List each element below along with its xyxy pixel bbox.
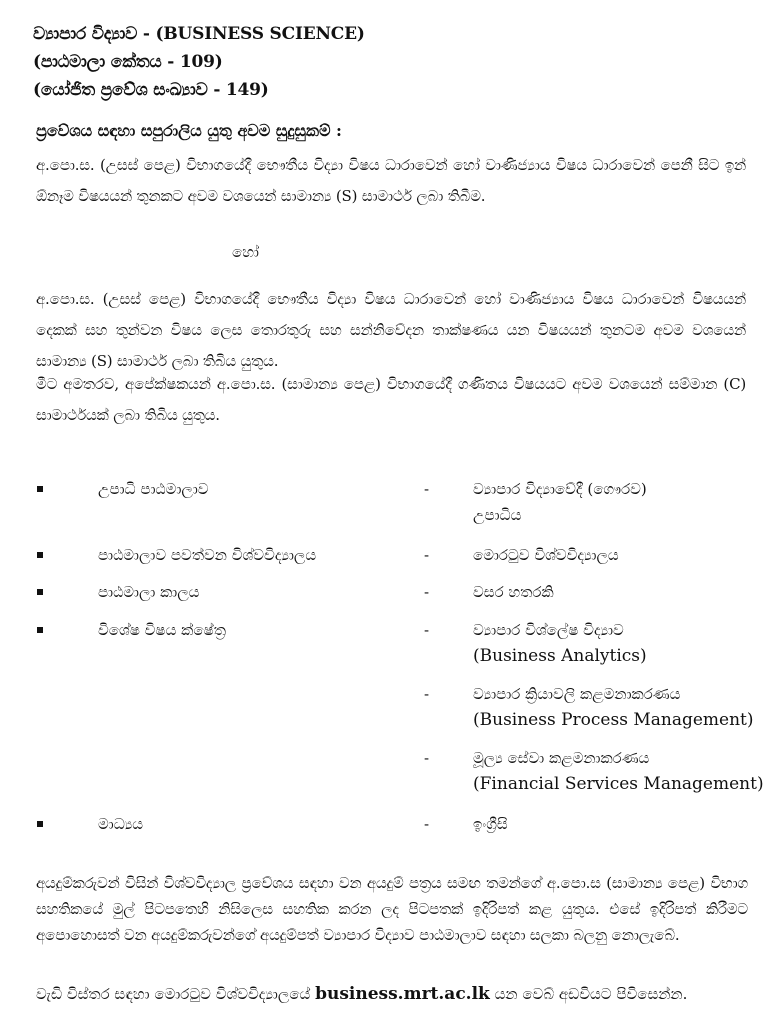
bullet-icon [37, 589, 43, 595]
detail-value: මොරටුව විශ්වවිද්‍යාලය [473, 546, 619, 564]
bullet-icon [37, 627, 43, 633]
detail-label: පාඨමාලා කාලය [98, 583, 200, 601]
bullet-icon [37, 552, 43, 558]
detail-dash: - [424, 546, 430, 564]
course-code: (පාඨමාලා කේතය - 109) [33, 52, 223, 72]
detail-value: ව්‍යාපාර විද්‍යාවේදී (ගෞරව) උපාධිය [473, 480, 647, 524]
detail-value: ව්‍යාපාර විශ්ලේෂ විද්‍යාව (Business Analytics) [473, 621, 647, 666]
requirements-heading: ප්‍රවේශය සඳහා සපුරාලිය යුතු අවම සුදුසුකම් : [36, 121, 342, 140]
detail-label: විශේෂ විෂය ක්ෂේත්‍ර [98, 621, 226, 639]
bullet-icon [37, 821, 43, 827]
intake-count: (යෝජිත ප්‍රවේශ සංඛ්‍යාව - 149) [33, 80, 269, 100]
detail-value: වසර හතරකි [473, 583, 554, 601]
detail-dash: - [424, 621, 430, 639]
detail-value: ව්‍යාපාර ක්‍රියාවලි කළමනාකරණය (Business Process Management) [473, 685, 754, 730]
submission-note: අයදුම්කරුවන් විසින් විශ්වවිද්‍යාල ප්‍රවේශය සඳහා වන අයදුම් පත්‍රය සමඟ තමන්ගේ අ.පො.ස (සාමාන්‍ය පෙළ) විභාග සහතිකයේ මුල් පිටපතෙහි නිසිලෙස සහතික කරන ලද පිටපතක් ඉදිරිපත් කළ යුතුය. එසේ ඉදිරිපත් කිරීමට අපොහොසත් වන අයදුම්කරුවන්ගේ අයදුම්පත් ව්‍යාපාර විද්‍යාව පාඨමාලාව සඳහා සලකා බලනු නොලැබේ. [36, 874, 748, 944]
bullet-icon [37, 486, 43, 492]
detail-value: මූල්‍ය සේවා කළමනාකරණය (Financial Services Management) [473, 749, 764, 794]
detail-dash: - [424, 685, 430, 703]
page-title: ව්‍යාපාර විද්‍යාව - (BUSINESS SCIENCE) [33, 24, 365, 44]
more-info-line: වැඩි විස්තර සඳහා මොරටුව විශ්වවිද්‍යාලයේ business.mrt.ac.lk යන වෙබ් අඩවියට පිවිසෙන්න. [36, 984, 688, 1004]
detail-label: උපාධි පාඨමාලාව [98, 480, 209, 498]
detail-dash: - [424, 583, 430, 601]
requirement-option-1: අ.පො.ස. (උසස් පෙළ) විභාගයේදී භෞතීය විද්‍යා විෂය ධාරාවෙන් හෝ වාණිජ්‍යාය විෂය ධාරාවෙන් පෙනී සිට ඉන් ඕනෑම විෂයයන් තුනකට අවම වශයෙන් සාමාන්‍ය (S) සාමාර්ථ ලබා තිබීම. [36, 156, 746, 205]
detail-label: පාඨමාලාව පවත්වන විශ්වවිද්‍යාලය [98, 546, 317, 564]
additional-requirement: මීට අමතරව, අපේක්ෂකයන් අ.පො.ස. (සාමාන්‍ය පෙළ) විභාගයේදී ගණිතය විෂයයට අවම වශයෙන් සම්මාන (C) සාමාර්ථයක් ලබා තිබිය යුතුය. [36, 375, 746, 424]
detail-label: මාධ්‍යය [98, 815, 144, 833]
requirement-option-2: අ.පො.ස. (උසස් පෙළ) විභාගයේදී භෞතීය විද්‍යා විෂය ධාරාවෙන් හෝ වාණිජ්‍යාය විෂය ධාරාවෙන් විෂයයන් දෙකක් සහ තුන්වන විෂය ලෙස තොරතුරු සහ සන්නිවේදන තාක්ෂණය යන විෂයයන් තුනටම අවම වශයෙන් සාමාන්‍ය (S) සාමාර්ථ ලබා තිබිය යුතුය. [36, 290, 746, 370]
website-link[interactable]: business.mrt.ac.lk [315, 984, 490, 1004]
detail-dash: - [424, 749, 430, 767]
or-separator: හෝ [232, 243, 259, 261]
detail-dash: - [424, 480, 430, 498]
detail-value: ඉංග්‍රීසි [473, 815, 508, 833]
detail-dash: - [424, 815, 430, 833]
